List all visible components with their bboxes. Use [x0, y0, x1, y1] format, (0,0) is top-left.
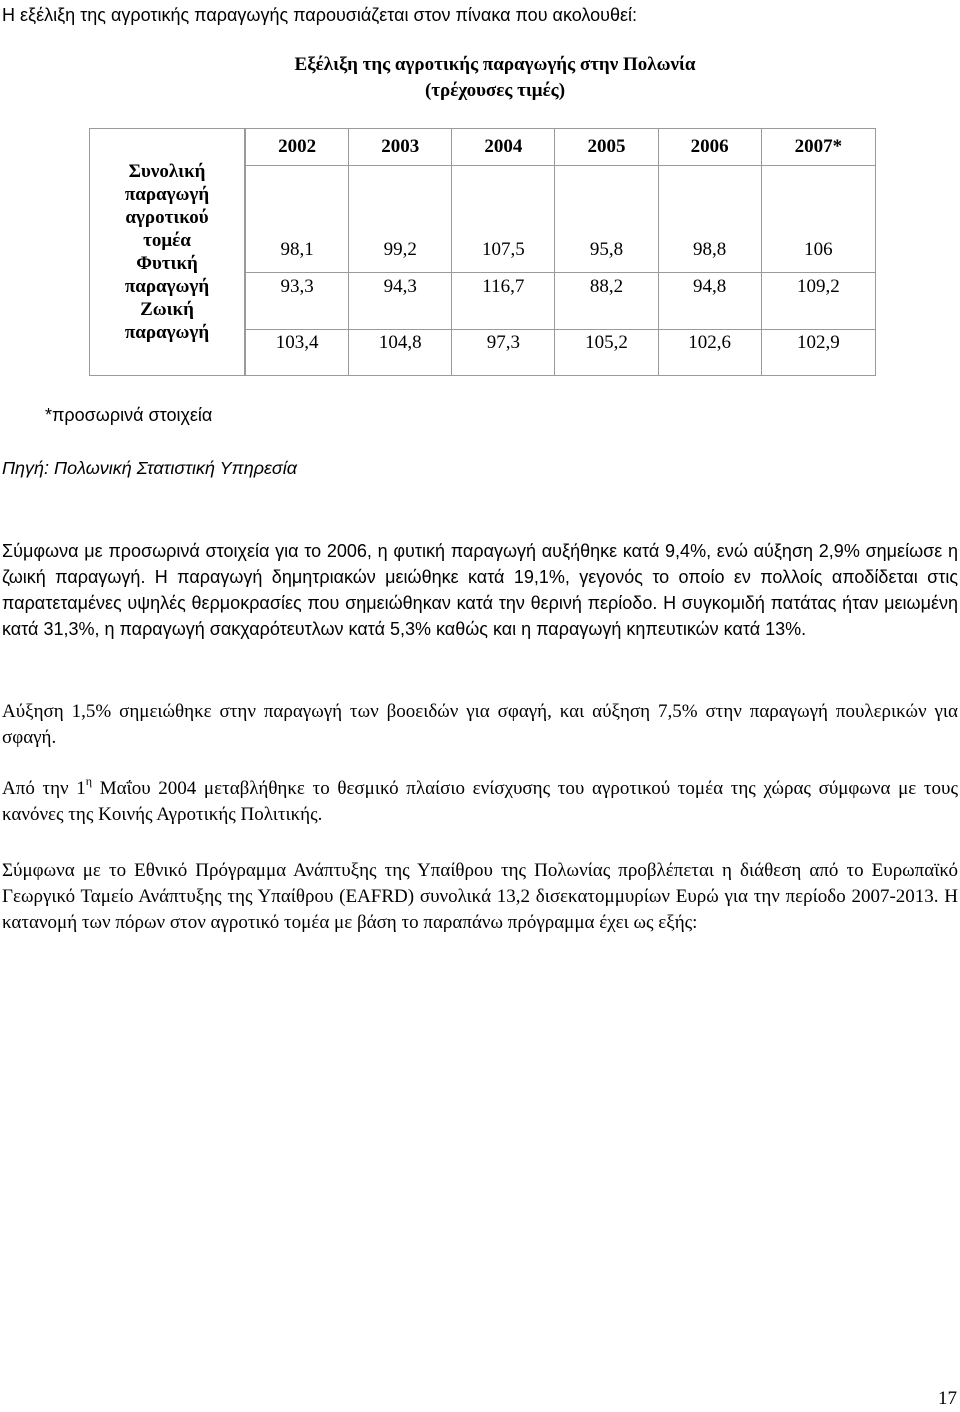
table-title: Εξέλιξη της αγροτικής παραγωγής στην Πολωνία [294, 54, 696, 75]
table-cell: 93,3 [246, 273, 349, 330]
table-cell: 104,8 [349, 330, 452, 376]
table-cell: 102,6 [658, 330, 761, 376]
table-row-livestock [246, 330, 876, 376]
intro-text: Η εξέλιξη της αγροτικής παραγωγής παρουσιάζεται στον πίνακα που ακολουθεί: [2, 5, 638, 25]
table-cell: 95,8 [555, 166, 658, 273]
table-cell: 106 [761, 166, 875, 273]
table-cell: 99,2 [349, 166, 452, 273]
column-header: 2002 [246, 129, 349, 166]
table-cell: 103,4 [246, 330, 349, 376]
table-cell: 98,8 [658, 166, 761, 273]
column-header: 2004 [452, 129, 555, 166]
ordinal-superscript: η [85, 774, 93, 788]
row-label-crop: Φυτική παραγωγή [124, 253, 210, 297]
column-header: 2003 [349, 129, 452, 166]
table-source: Πηγή: Πολωνική Στατιστική Υπηρεσία [2, 458, 298, 478]
table-cell: 107,5 [452, 166, 555, 273]
row-labels-cell [90, 129, 245, 376]
table-row-crop [246, 273, 876, 330]
table-cell: 116,7 [452, 273, 555, 330]
production-table [245, 128, 876, 376]
table-cell: 88,2 [555, 273, 658, 330]
row-label-total: Συνολική παραγωγή αγροτικού τομέα [124, 161, 210, 251]
table-cell: 102,9 [761, 330, 875, 376]
table-footnote: *προσωρινά στοιχεία [45, 405, 213, 425]
page-number: 17 [938, 1388, 957, 1409]
table-cell: 98,1 [246, 166, 349, 273]
column-header: 2007* [761, 129, 875, 166]
table-cell: 94,3 [349, 273, 452, 330]
column-header: 2006 [658, 129, 761, 166]
table-cell: 105,2 [555, 330, 658, 376]
row-labels-column [89, 128, 245, 376]
paragraph-cap-text-start: Από την 1 [2, 778, 86, 799]
table-cell: 97,3 [452, 330, 555, 376]
paragraph-livestock-slaughter: Αύξηση 1,5% σημειώθηκε στην παραγωγή των βοοειδών για σφαγή, και αύξηση 7,5% στην παραγωγή πουλερικών για σφαγή. [2, 701, 958, 748]
paragraph-cap-framework [2, 776, 958, 828]
paragraph-rural-development: Σύμφωνα με το Εθνικό Πρόγραμμα Ανάπτυξης της Υπαίθρου της Πολωνίας προβλέπεται η διάθεση από το Ευρωπαϊκό Γεωργικό Ταμείο Ανάπτυξης της Υπαίθρου (EAFRD) συνολικά 13,2 δισεκατομμυρίων Ευρώ για την περίοδο 2007-2013. Η κατανομή των πόρων στον αγροτικό τομέα με βάση το παραπάνω πρόγραμμα έχει ως εξής: [2, 860, 958, 933]
table-row-total [246, 166, 876, 273]
table-subtitle: (τρέχουσες τιμές) [424, 80, 566, 101]
paragraph-production-2006: Σύμφωνα με προσωρινά στοιχεία για το 2006, η φυτική παραγωγή αυξήθηκε κατά 9,4%, ενώ αύξηση 2,9% σημείωσε η ζωική παραγωγή. Η παραγωγή δημητριακών μειώθηκε κατά 19,1%, γεγονός το οποίο εν πολλοίς αποδίδεται στις παρατεταμένες υψηλές θερμοκρασίες που σημειώθηκαν κατά την θερινή περίοδο. Η συγκομιδή πατάτας ήταν μειωμένη κατά 31,3%, η παραγωγή σακχαρότευτλων κατά 5,3% καθώς και η παραγωγή κηπευτικών κατά 13%. [2, 541, 958, 639]
table-title-block [0, 52, 960, 104]
table-header-row [246, 129, 876, 166]
table-cell: 109,2 [761, 273, 875, 330]
table-cell: 94,8 [658, 273, 761, 330]
column-header: 2005 [555, 129, 658, 166]
row-label-livestock: Ζωική παραγωγή [124, 299, 210, 343]
paragraph-cap-text-end: Μαΐου 2004 μεταβλήθηκε το θεσμικό πλαίσιο ενίσχυσης του αγροτικού τομέα της χώρας σύμφωνα με τους κανόνες της Κοινής Αγροτικής Πολιτικής. [2, 778, 958, 825]
